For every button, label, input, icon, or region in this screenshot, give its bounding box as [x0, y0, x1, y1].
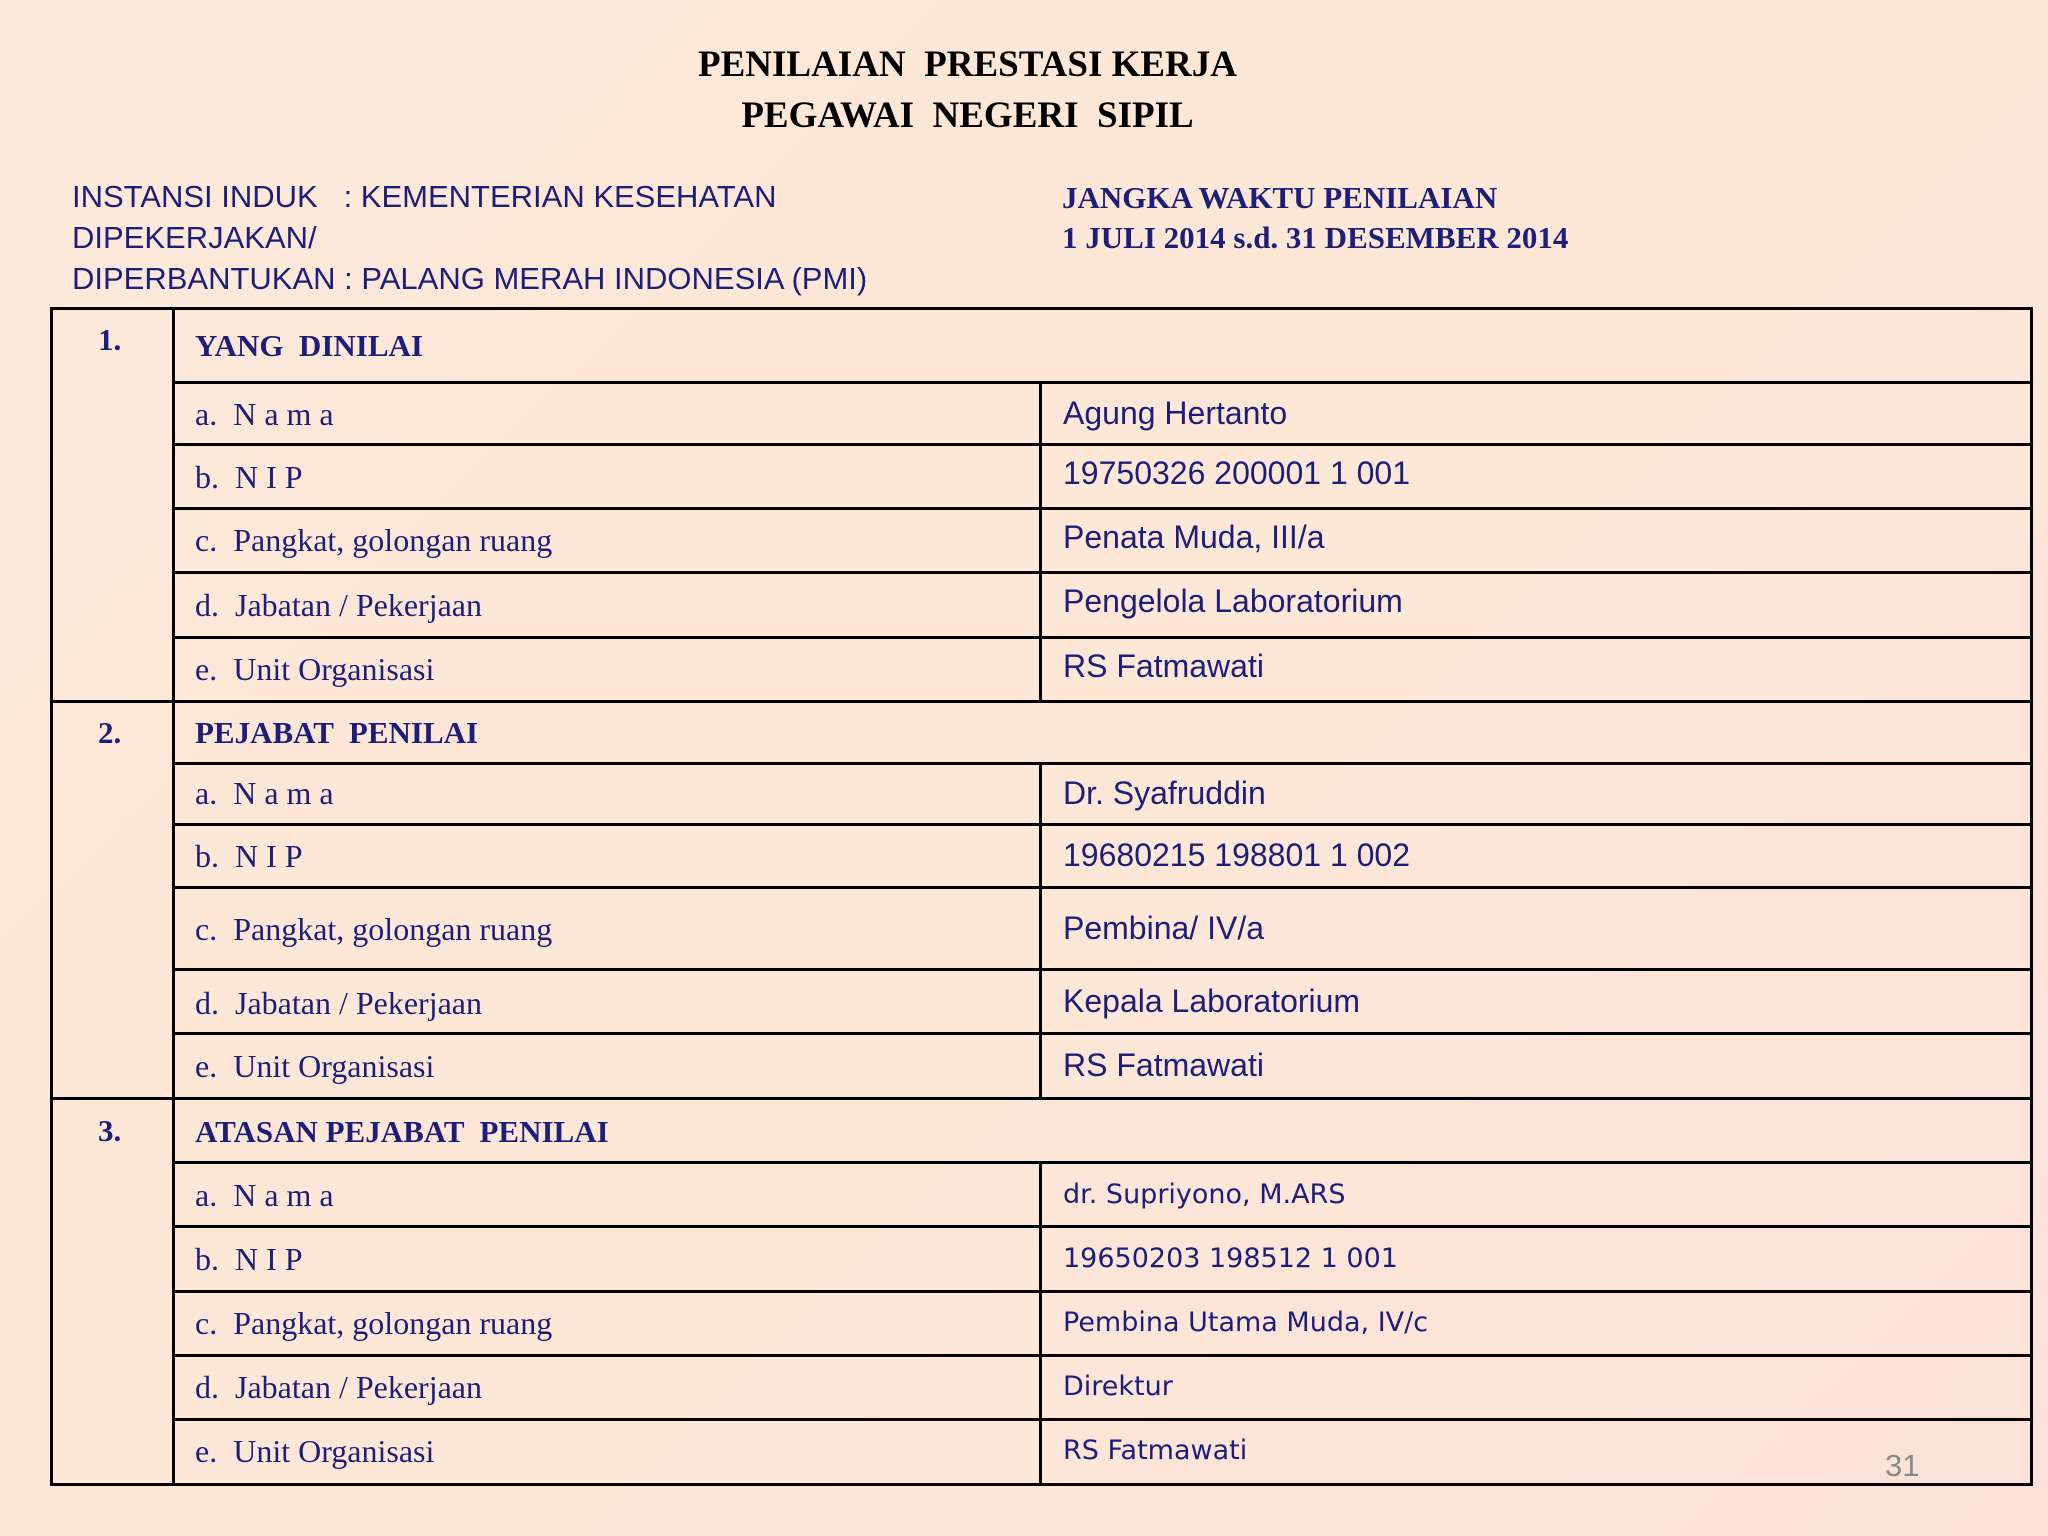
page-number: 31 — [1885, 1448, 1920, 1483]
value-column-divider — [1039, 381, 1042, 703]
instansi-induk-line: INSTANSI INDUK : KEMENTERIAN KESEHATAN — [72, 179, 777, 214]
row-label: b. N I P — [195, 459, 303, 495]
row-value: Dr. Syafruddin — [1063, 775, 1266, 811]
row-value: 19680215 198801 1 002 — [1063, 837, 1411, 873]
section-number: 2. — [98, 715, 122, 750]
row-label: e. Unit Organisasi — [195, 1433, 435, 1469]
row-line — [172, 823, 2033, 826]
row-label: e. Unit Organisasi — [195, 1048, 435, 1084]
row-line — [172, 507, 2033, 510]
row-label: d. Jabatan / Pekerjaan — [195, 985, 482, 1021]
row-line — [172, 381, 2033, 384]
section-number: 3. — [98, 1113, 122, 1148]
row-label: b. N I P — [195, 838, 303, 874]
number-column-divider — [172, 307, 175, 1486]
row-value: Pengelola Laboratorium — [1063, 583, 1403, 619]
row-line — [172, 886, 2033, 889]
dipekerjakan-line: DIPEKERJAKAN/ — [72, 220, 317, 255]
row-value: Agung Hertanto — [1063, 395, 1288, 431]
section-heading: ATASAN PEJABAT PENILAI — [195, 1114, 609, 1149]
row-value: dr. Supriyono, M.ARS — [1063, 1179, 1346, 1210]
row-line — [172, 1418, 2033, 1421]
row-line — [172, 968, 2033, 971]
row-label: b. N I P — [195, 1241, 303, 1277]
row-value: Pembina Utama Muda, IV/c — [1063, 1307, 1429, 1338]
row-value: RS Fatmawati — [1063, 1047, 1264, 1083]
row-label: a. N a m a — [195, 396, 334, 432]
row-label: d. Jabatan / Pekerjaan — [195, 587, 482, 623]
section-heading: PEJABAT PENILAI — [195, 715, 479, 750]
value-column-divider — [1039, 762, 1042, 1100]
row-line — [172, 762, 2033, 765]
row-line — [172, 443, 2033, 446]
row-line — [172, 636, 2033, 639]
row-value: Penata Muda, III/a — [1063, 519, 1325, 555]
period-label: JANGKA WAKTU PENILAIAN — [1062, 180, 1498, 215]
row-line — [172, 1225, 2033, 1228]
row-value: Pembina/ IV/a — [1063, 910, 1264, 946]
row-label: c. Pangkat, golongan ruang — [195, 911, 553, 947]
row-value: 19750326 200001 1 001 — [1063, 455, 1411, 491]
row-label: c. Pangkat, golongan ruang — [195, 1305, 553, 1341]
row-value: RS Fatmawati — [1063, 1435, 1248, 1466]
diperbantukan-line: DIPERBANTUKAN : PALANG MERAH INDONESIA (PMI) — [72, 261, 868, 296]
row-line — [172, 1161, 2033, 1164]
row-label: a. N a m a — [195, 775, 334, 811]
row-line — [172, 1290, 2033, 1293]
row-value: 19650203 198512 1 001 — [1063, 1243, 1398, 1274]
row-line — [172, 571, 2033, 574]
document-title-line-2: PEGAWAI NEGERI SIPIL — [741, 95, 1194, 136]
table-border-right — [2030, 307, 2033, 1486]
row-value: Kepala Laboratorium — [1063, 983, 1361, 1019]
row-label: a. N a m a — [195, 1177, 334, 1213]
row-line — [172, 1354, 2033, 1357]
row-label: d. Jabatan / Pekerjaan — [195, 1369, 482, 1405]
row-line — [172, 1032, 2033, 1035]
section-number: 1. — [98, 322, 122, 357]
value-column-divider — [1039, 1161, 1042, 1486]
period-range: 1 JULI 2014 s.d. 31 DESEMBER 2014 — [1062, 220, 1569, 255]
row-value: RS Fatmawati — [1063, 648, 1264, 684]
table-border-top — [50, 307, 2033, 310]
document-title-line-1: PENILAIAN PRESTASI KERJA — [698, 44, 1237, 85]
section-heading: YANG DINILAI — [195, 328, 423, 363]
row-label: c. Pangkat, golongan ruang — [195, 522, 553, 558]
row-value: Direktur — [1063, 1371, 1173, 1402]
table-border-left — [50, 307, 53, 1486]
row-label: e. Unit Organisasi — [195, 651, 435, 687]
